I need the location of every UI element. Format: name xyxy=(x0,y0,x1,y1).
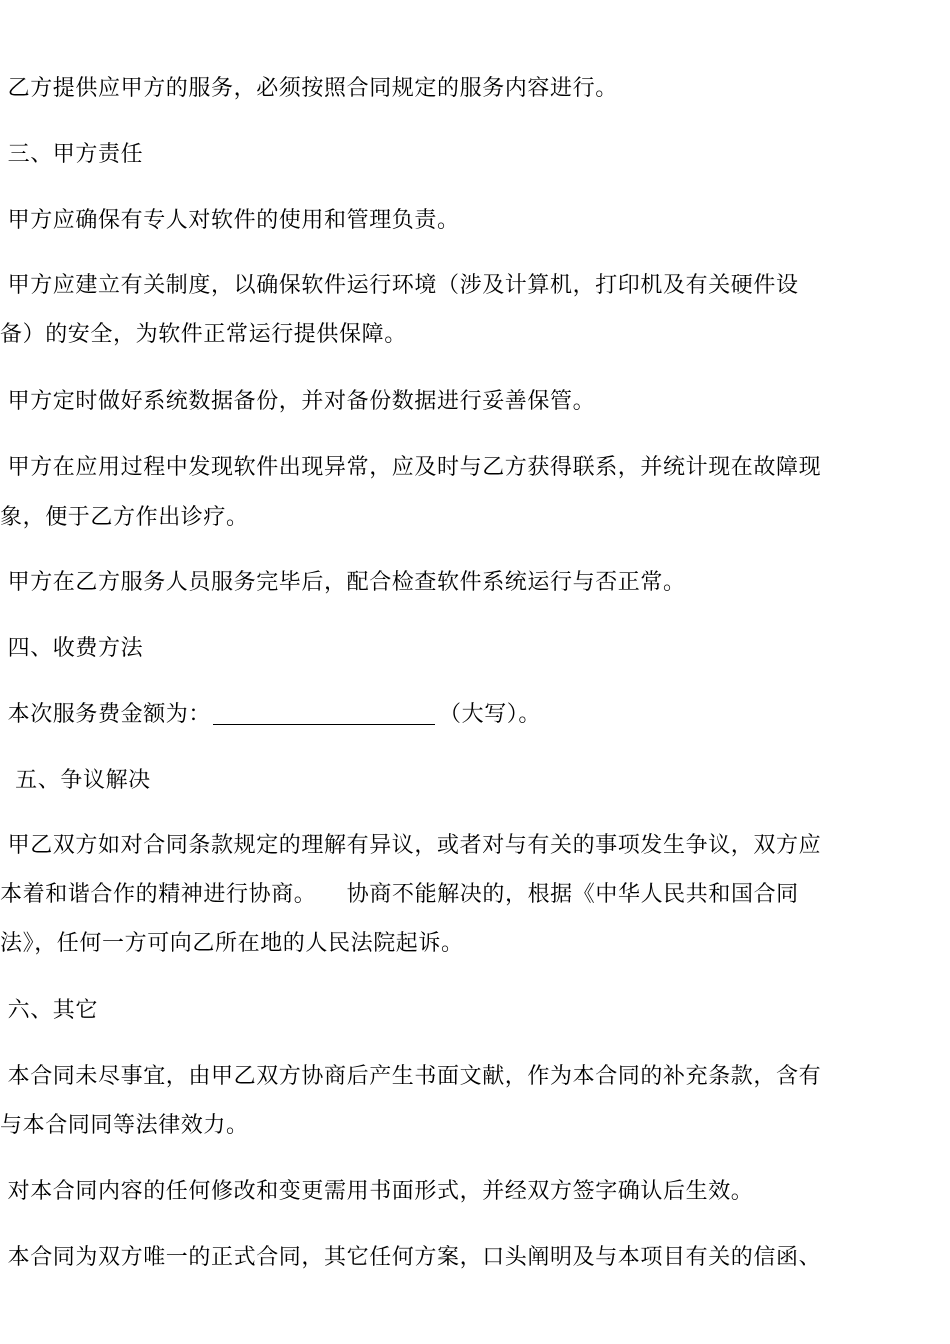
fee-amount-suffix: （大写）。 xyxy=(439,702,542,727)
paragraph-service-content: 乙方提供应甲方的服务，必须按照合同规定的服务内容进行。 xyxy=(0,76,618,101)
paragraph-supplementary-line2: 与本合同同等法律效力。 xyxy=(0,1113,249,1138)
paragraph-inspection: 甲方在乙方服务人员服务完毕后，配合检查软件系统运行与否正常。 xyxy=(0,570,686,595)
section-heading-other: 六、其它 xyxy=(0,998,98,1023)
paragraph-dedicated-person: 甲方应确保有专人对软件的使用和管理负责。 xyxy=(0,208,460,233)
fee-amount-label: 本次服务费金额为： xyxy=(0,702,211,727)
paragraph-anomaly-report-line1: 甲方在应用过程中发现软件出现异常，应及时与乙方获得联系，并统计现在故障现 xyxy=(0,455,822,480)
section-heading-party-a-responsibility: 三、甲方责任 xyxy=(0,142,144,167)
paragraph-system-rules-line2: 备）的安全，为软件正常运行提供保障。 xyxy=(0,322,407,347)
paragraph-dispute-line2: 本着和谐合作的精神进行协商。 协商不能解决的，根据《中华人民共和国合同 xyxy=(0,882,799,907)
fee-amount-line xyxy=(0,700,950,730)
paragraph-dispute-line3: 法》，任何一方可向乙所在地的人民法院起诉。 xyxy=(0,931,464,956)
section-heading-dispute-resolution: 五、争议解决 xyxy=(0,768,151,793)
paragraph-sole-contract: 本合同为双方唯一的正式合同，其它任何方案，口头阐明及与本项目有关的信函、 xyxy=(0,1245,822,1270)
paragraph-amendments: 对本合同内容的任何修改和变更需用书面形式，并经双方签字确认后生效。 xyxy=(0,1179,754,1204)
paragraph-data-backup: 甲方定时做好系统数据备份，并对备份数据进行妥善保管。 xyxy=(0,389,596,414)
paragraph-dispute-line1: 甲乙双方如对合同条款规定的理解有异议，或者对与有关的事项发生争议，双方应 xyxy=(0,833,822,858)
paragraph-anomaly-report-line2: 象，便于乙方作出诊疗。 xyxy=(0,505,249,530)
section-heading-fee-method: 四、收费方法 xyxy=(0,636,144,661)
fee-amount-blank[interactable] xyxy=(213,702,435,725)
paragraph-system-rules-line1: 甲方应建立有关制度，以确保软件运行环境（涉及计算机，打印机及有关硬件设 xyxy=(0,273,799,298)
paragraph-supplementary-line1: 本合同未尽事宜，由甲乙双方协商后产生书面文献，作为本合同的补充条款，含有 xyxy=(0,1064,822,1089)
